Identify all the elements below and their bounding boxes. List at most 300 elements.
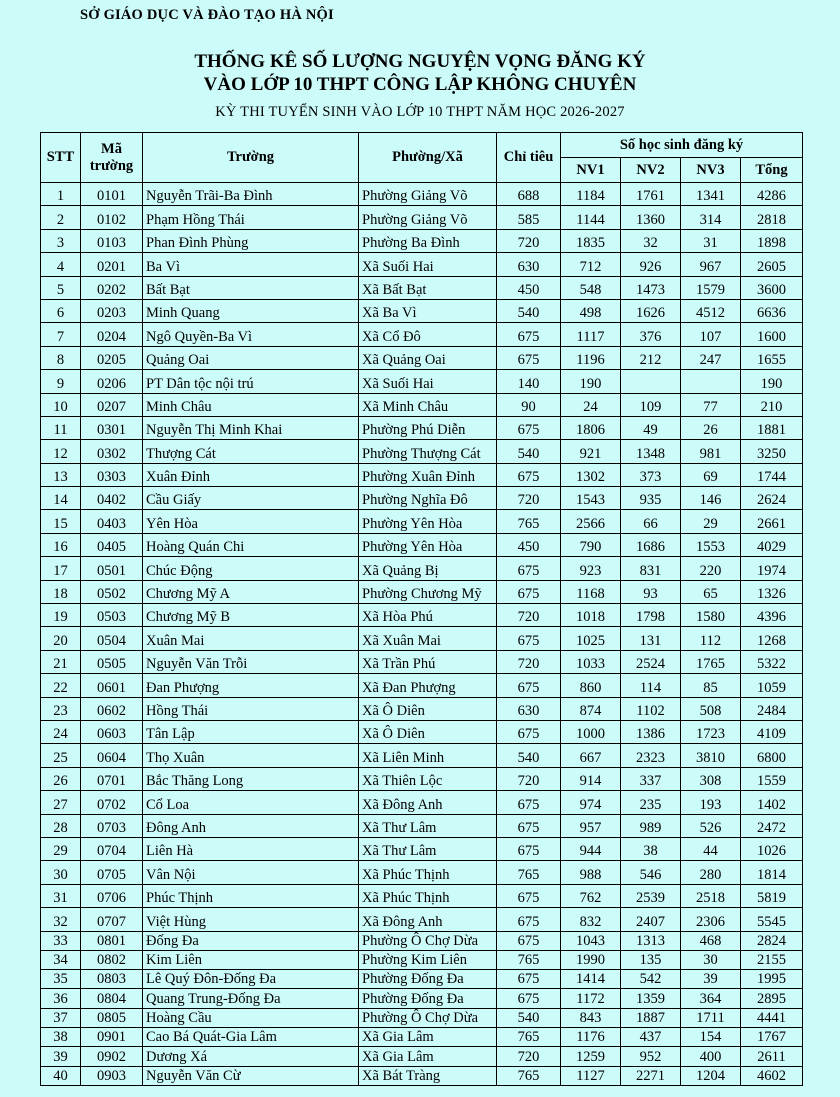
- cell-phuong-xa: Phường Giảng Võ: [359, 183, 497, 206]
- cell-nv2: 1887: [621, 1008, 681, 1027]
- cell-chi-tieu: 675: [497, 884, 561, 907]
- cell-nv2: 935: [621, 487, 681, 510]
- cell-nv2: 1348: [621, 440, 681, 463]
- cell-tong: 1026: [741, 837, 803, 860]
- cell-tong: 190: [741, 370, 803, 393]
- table-row: [41, 206, 803, 229]
- cell-truong: Kim Liên: [143, 950, 359, 969]
- cell-chi-tieu: 540: [497, 299, 561, 322]
- table-row: [41, 510, 803, 533]
- cell-ma-truong: 0604: [81, 744, 143, 767]
- cell-nv2: 114: [621, 674, 681, 697]
- cell-nv1: 1835: [561, 229, 621, 252]
- cell-ma-truong: 0603: [81, 720, 143, 743]
- cell-nv1: 790: [561, 533, 621, 556]
- department-name: SỞ GIÁO DỤC VÀ ĐÀO TẠO HÀ NỘI: [80, 7, 334, 23]
- cell-phuong-xa: Phường Giảng Võ: [359, 206, 497, 229]
- cell-truong: Chương Mỹ B: [143, 604, 359, 627]
- table-row: [41, 253, 803, 276]
- cell-chi-tieu: 675: [497, 970, 561, 989]
- cell-nv2: 2323: [621, 744, 681, 767]
- cell-nv2: 1313: [621, 931, 681, 950]
- cell-nv3: 247: [681, 346, 741, 369]
- cell-phuong-xa: Phường Đống Đa: [359, 989, 497, 1008]
- cell-nv1: 914: [561, 767, 621, 790]
- cell-nv2: 38: [621, 837, 681, 860]
- cell-truong: Nguyễn Văn Cừ: [143, 1066, 359, 1085]
- cell-nv2: 542: [621, 970, 681, 989]
- cell-nv1: 1018: [561, 604, 621, 627]
- cell-stt: 10: [41, 393, 81, 416]
- cell-truong: Cổ Loa: [143, 791, 359, 814]
- cell-chi-tieu: 675: [497, 791, 561, 814]
- table-row: [41, 487, 803, 510]
- cell-phuong-xa: Xã Quảng Bị: [359, 557, 497, 580]
- cell-tong: 2624: [741, 487, 803, 510]
- cell-tong: 2155: [741, 950, 803, 969]
- cell-ma-truong: 0204: [81, 323, 143, 346]
- header-so-hoc-sinh: Số học sinh đăng ký: [561, 133, 803, 158]
- cell-phuong-xa: Xã Đan Phượng: [359, 674, 497, 697]
- cell-stt: 24: [41, 720, 81, 743]
- cell-tong: 4602: [741, 1066, 803, 1085]
- cell-phuong-xa: Phường Nghĩa Đô: [359, 487, 497, 510]
- cell-tong: 1744: [741, 463, 803, 486]
- cell-chi-tieu: 675: [497, 557, 561, 580]
- cell-phuong-xa: Xã Xuân Mai: [359, 627, 497, 650]
- cell-nv3: 1341: [681, 183, 741, 206]
- cell-nv2: 952: [621, 1047, 681, 1066]
- table-row: [41, 697, 803, 720]
- cell-nv3: 65: [681, 580, 741, 603]
- cell-ma-truong: 0703: [81, 814, 143, 837]
- cell-chi-tieu: 675: [497, 627, 561, 650]
- cell-tong: 2824: [741, 931, 803, 950]
- header-tong: Tổng: [741, 158, 803, 183]
- table-row: [41, 1027, 803, 1046]
- cell-nv2: 235: [621, 791, 681, 814]
- cell-chi-tieu: 675: [497, 323, 561, 346]
- table-row: [41, 650, 803, 673]
- cell-truong: Đan Phượng: [143, 674, 359, 697]
- cell-stt: 1: [41, 183, 81, 206]
- table-row: [41, 440, 803, 463]
- cell-tong: 1559: [741, 767, 803, 790]
- registration-table: [40, 132, 803, 1086]
- cell-phuong-xa: Xã Bất Bạt: [359, 276, 497, 299]
- cell-ma-truong: 0302: [81, 440, 143, 463]
- cell-nv2: 831: [621, 557, 681, 580]
- cell-ma-truong: 0701: [81, 767, 143, 790]
- cell-nv3: 1765: [681, 650, 741, 673]
- cell-chi-tieu: 720: [497, 650, 561, 673]
- cell-nv2: 2539: [621, 884, 681, 907]
- cell-tong: 2661: [741, 510, 803, 533]
- cell-tong: 2818: [741, 206, 803, 229]
- cell-truong: Phạm Hồng Thái: [143, 206, 359, 229]
- cell-nv1: 1144: [561, 206, 621, 229]
- cell-truong: Quang Trung-Đống Đa: [143, 989, 359, 1008]
- cell-nv3: 967: [681, 253, 741, 276]
- cell-nv1: 24: [561, 393, 621, 416]
- cell-nv3: 2518: [681, 884, 741, 907]
- cell-ma-truong: 0405: [81, 533, 143, 556]
- cell-stt: 12: [41, 440, 81, 463]
- cell-chi-tieu: 720: [497, 229, 561, 252]
- cell-truong: Cao Bá Quát-Gia Lâm: [143, 1027, 359, 1046]
- table-row: [41, 931, 803, 950]
- cell-truong: Hoàng Cầu: [143, 1008, 359, 1027]
- table-row: [41, 393, 803, 416]
- table-row: [41, 370, 803, 393]
- cell-truong: Bất Bạt: [143, 276, 359, 299]
- cell-nv3: [681, 370, 741, 393]
- cell-stt: 4: [41, 253, 81, 276]
- cell-nv3: 3810: [681, 744, 741, 767]
- cell-nv3: 29: [681, 510, 741, 533]
- cell-phuong-xa: Xã Trần Phú: [359, 650, 497, 673]
- cell-ma-truong: 0505: [81, 650, 143, 673]
- cell-nv3: 364: [681, 989, 741, 1008]
- cell-nv2: 376: [621, 323, 681, 346]
- cell-truong: Thọ Xuân: [143, 744, 359, 767]
- cell-tong: 1881: [741, 416, 803, 439]
- cell-truong: Đông Anh: [143, 814, 359, 837]
- cell-nv1: 667: [561, 744, 621, 767]
- cell-ma-truong: 0804: [81, 989, 143, 1008]
- cell-stt: 39: [41, 1047, 81, 1066]
- cell-nv1: 1176: [561, 1027, 621, 1046]
- cell-stt: 6: [41, 299, 81, 322]
- cell-chi-tieu: 765: [497, 1027, 561, 1046]
- table-row: [41, 183, 803, 206]
- cell-truong: Nguyễn Thị Minh Khai: [143, 416, 359, 439]
- cell-truong: Bắc Thăng Long: [143, 767, 359, 790]
- cell-truong: Minh Châu: [143, 393, 359, 416]
- cell-tong: 4286: [741, 183, 803, 206]
- cell-stt: 18: [41, 580, 81, 603]
- cell-tong: 2605: [741, 253, 803, 276]
- cell-nv3: 468: [681, 931, 741, 950]
- cell-ma-truong: 0802: [81, 950, 143, 969]
- cell-nv1: 498: [561, 299, 621, 322]
- cell-stt: 37: [41, 1008, 81, 1027]
- cell-phuong-xa: Phường Chương Mỹ: [359, 580, 497, 603]
- cell-truong: Thượng Cát: [143, 440, 359, 463]
- cell-ma-truong: 0101: [81, 183, 143, 206]
- cell-nv1: 974: [561, 791, 621, 814]
- cell-nv2: 2524: [621, 650, 681, 673]
- cell-tong: 5322: [741, 650, 803, 673]
- cell-nv2: 109: [621, 393, 681, 416]
- cell-ma-truong: 0805: [81, 1008, 143, 1027]
- cell-ma-truong: 0903: [81, 1066, 143, 1085]
- cell-truong: Nguyễn Trãi-Ba Đình: [143, 183, 359, 206]
- cell-nv2: 2271: [621, 1066, 681, 1085]
- cell-tong: 6800: [741, 744, 803, 767]
- cell-nv3: 1711: [681, 1008, 741, 1027]
- cell-chi-tieu: 585: [497, 206, 561, 229]
- cell-tong: 4029: [741, 533, 803, 556]
- cell-nv1: 1196: [561, 346, 621, 369]
- cell-nv3: 2306: [681, 908, 741, 931]
- cell-stt: 5: [41, 276, 81, 299]
- cell-phuong-xa: Phường Yên Hòa: [359, 533, 497, 556]
- cell-truong: Hồng Thái: [143, 697, 359, 720]
- cell-nv3: 146: [681, 487, 741, 510]
- cell-nv2: 337: [621, 767, 681, 790]
- cell-truong: Xuân Đỉnh: [143, 463, 359, 486]
- cell-truong: Xuân Mai: [143, 627, 359, 650]
- cell-stt: 38: [41, 1027, 81, 1046]
- cell-chi-tieu: 675: [497, 674, 561, 697]
- cell-nv1: 1033: [561, 650, 621, 673]
- cell-tong: 2484: [741, 697, 803, 720]
- cell-stt: 16: [41, 533, 81, 556]
- cell-tong: 4109: [741, 720, 803, 743]
- cell-nv2: 66: [621, 510, 681, 533]
- cell-nv1: 860: [561, 674, 621, 697]
- cell-nv1: 1127: [561, 1066, 621, 1085]
- cell-nv3: 26: [681, 416, 741, 439]
- header-chi-tieu: Chỉ tiêu: [497, 133, 561, 183]
- cell-ma-truong: 0206: [81, 370, 143, 393]
- cell-nv3: 526: [681, 814, 741, 837]
- table-row: [41, 989, 803, 1008]
- cell-ma-truong: 0301: [81, 416, 143, 439]
- cell-stt: 31: [41, 884, 81, 907]
- cell-nv1: 1000: [561, 720, 621, 743]
- cell-tong: 3250: [741, 440, 803, 463]
- cell-nv1: 1414: [561, 970, 621, 989]
- cell-nv2: 1761: [621, 183, 681, 206]
- cell-nv3: 981: [681, 440, 741, 463]
- table-row: [41, 908, 803, 931]
- cell-chi-tieu: 720: [497, 487, 561, 510]
- table-row: [41, 884, 803, 907]
- cell-truong: Việt Hùng: [143, 908, 359, 931]
- table-row: [41, 744, 803, 767]
- cell-stt: 29: [41, 837, 81, 860]
- cell-nv2: 131: [621, 627, 681, 650]
- cell-ma-truong: 0303: [81, 463, 143, 486]
- cell-nv1: 1172: [561, 989, 621, 1008]
- cell-ma-truong: 0504: [81, 627, 143, 650]
- cell-ma-truong: 0803: [81, 970, 143, 989]
- cell-truong: Minh Quang: [143, 299, 359, 322]
- cell-phuong-xa: Xã Bát Tràng: [359, 1066, 497, 1085]
- cell-nv1: 1806: [561, 416, 621, 439]
- cell-nv2: 1360: [621, 206, 681, 229]
- cell-phuong-xa: Xã Suối Hai: [359, 370, 497, 393]
- cell-stt: 2: [41, 206, 81, 229]
- cell-stt: 34: [41, 950, 81, 969]
- cell-stt: 25: [41, 744, 81, 767]
- cell-ma-truong: 0103: [81, 229, 143, 252]
- cell-nv3: 154: [681, 1027, 741, 1046]
- cell-stt: 32: [41, 908, 81, 931]
- cell-stt: 14: [41, 487, 81, 510]
- cell-chi-tieu: 675: [497, 814, 561, 837]
- cell-nv2: 989: [621, 814, 681, 837]
- cell-nv3: 39: [681, 970, 741, 989]
- cell-chi-tieu: 675: [497, 463, 561, 486]
- cell-chi-tieu: 675: [497, 908, 561, 931]
- cell-phuong-xa: Xã Hòa Phú: [359, 604, 497, 627]
- cell-tong: 5819: [741, 884, 803, 907]
- table-row: [41, 1066, 803, 1085]
- cell-stt: 17: [41, 557, 81, 580]
- cell-chi-tieu: 765: [497, 1066, 561, 1085]
- cell-tong: 1898: [741, 229, 803, 252]
- cell-nv3: 44: [681, 837, 741, 860]
- cell-nv1: 762: [561, 884, 621, 907]
- cell-stt: 11: [41, 416, 81, 439]
- cell-ma-truong: 0503: [81, 604, 143, 627]
- cell-tong: 1402: [741, 791, 803, 814]
- table-row: [41, 299, 803, 322]
- cell-ma-truong: 0102: [81, 206, 143, 229]
- cell-nv1: 1025: [561, 627, 621, 650]
- header-nv1: NV1: [561, 158, 621, 183]
- cell-ma-truong: 0602: [81, 697, 143, 720]
- cell-stt: 30: [41, 861, 81, 884]
- table-row: [41, 346, 803, 369]
- cell-phuong-xa: Phường Yên Hòa: [359, 510, 497, 533]
- cell-nv3: 77: [681, 393, 741, 416]
- cell-nv1: 843: [561, 1008, 621, 1027]
- cell-stt: 8: [41, 346, 81, 369]
- cell-nv1: 874: [561, 697, 621, 720]
- cell-nv2: 1686: [621, 533, 681, 556]
- cell-nv3: 1204: [681, 1066, 741, 1085]
- page-title-line2: VÀO LỚP 10 THPT CÔNG LẬP KHÔNG CHUYÊN: [203, 74, 637, 95]
- cell-ma-truong: 0205: [81, 346, 143, 369]
- cell-nv3: 1723: [681, 720, 741, 743]
- cell-chi-tieu: 140: [497, 370, 561, 393]
- cell-nv1: 548: [561, 276, 621, 299]
- cell-tong: 1767: [741, 1027, 803, 1046]
- cell-truong: Chương Mỹ A: [143, 580, 359, 603]
- cell-truong: PT Dân tộc nội trú: [143, 370, 359, 393]
- cell-ma-truong: 0707: [81, 908, 143, 931]
- cell-truong: Chúc Động: [143, 557, 359, 580]
- cell-tong: 4396: [741, 604, 803, 627]
- cell-nv3: 30: [681, 950, 741, 969]
- table-row: [41, 533, 803, 556]
- cell-nv3: 193: [681, 791, 741, 814]
- cell-phuong-xa: Xã Quảng Oai: [359, 346, 497, 369]
- cell-nv2: 1102: [621, 697, 681, 720]
- cell-chi-tieu: 630: [497, 697, 561, 720]
- cell-phuong-xa: Xã Suối Hai: [359, 253, 497, 276]
- cell-nv3: 220: [681, 557, 741, 580]
- cell-nv2: 49: [621, 416, 681, 439]
- cell-phuong-xa: Xã Ô Diên: [359, 720, 497, 743]
- cell-chi-tieu: 765: [497, 861, 561, 884]
- cell-ma-truong: 0801: [81, 931, 143, 950]
- cell-nv1: 1168: [561, 580, 621, 603]
- table-row: [41, 463, 803, 486]
- cell-phuong-xa: Xã Phúc Thịnh: [359, 884, 497, 907]
- cell-nv2: 926: [621, 253, 681, 276]
- cell-phuong-xa: Phường Kim Liên: [359, 950, 497, 969]
- cell-phuong-xa: Xã Cổ Đô: [359, 323, 497, 346]
- cell-truong: Phan Đình Phùng: [143, 229, 359, 252]
- cell-nv3: 1580: [681, 604, 741, 627]
- cell-stt: 22: [41, 674, 81, 697]
- cell-truong: Quảng Oai: [143, 346, 359, 369]
- cell-chi-tieu: 675: [497, 346, 561, 369]
- cell-nv1: 1184: [561, 183, 621, 206]
- page-subtitle: KỲ THI TUYỂN SINH VÀO LỚP 10 THPT NĂM HỌC 2026-2027: [215, 104, 625, 120]
- header-ma-truong: Mã trường: [81, 133, 143, 183]
- header-stt: STT: [41, 133, 81, 183]
- cell-phuong-xa: Xã Liên Minh: [359, 744, 497, 767]
- table-row: [41, 950, 803, 969]
- cell-nv2: 93: [621, 580, 681, 603]
- cell-tong: 210: [741, 393, 803, 416]
- table-row: [41, 323, 803, 346]
- cell-stt: 9: [41, 370, 81, 393]
- cell-stt: 33: [41, 931, 81, 950]
- table-row: [41, 861, 803, 884]
- cell-nv1: 1302: [561, 463, 621, 486]
- cell-ma-truong: 0207: [81, 393, 143, 416]
- cell-nv3: 4512: [681, 299, 741, 322]
- table-row: [41, 1008, 803, 1027]
- cell-nv1: 1117: [561, 323, 621, 346]
- cell-stt: 3: [41, 229, 81, 252]
- cell-tong: 1995: [741, 970, 803, 989]
- header-nv3: NV3: [681, 158, 741, 183]
- cell-ma-truong: 0601: [81, 674, 143, 697]
- cell-truong: Dương Xá: [143, 1047, 359, 1066]
- table-row: [41, 720, 803, 743]
- table-row: [41, 416, 803, 439]
- cell-tong: 1059: [741, 674, 803, 697]
- cell-truong: Đống Đa: [143, 931, 359, 950]
- cell-truong: Cầu Giấy: [143, 487, 359, 510]
- cell-stt: 20: [41, 627, 81, 650]
- cell-nv2: 546: [621, 861, 681, 884]
- cell-stt: 7: [41, 323, 81, 346]
- cell-tong: 1268: [741, 627, 803, 650]
- table-row: [41, 674, 803, 697]
- cell-tong: 5545: [741, 908, 803, 931]
- cell-nv1: 944: [561, 837, 621, 860]
- cell-stt: 27: [41, 791, 81, 814]
- cell-stt: 23: [41, 697, 81, 720]
- cell-nv2: 437: [621, 1027, 681, 1046]
- header-nv2: NV2: [621, 158, 681, 183]
- cell-nv1: 1990: [561, 950, 621, 969]
- cell-truong: Hoàng Quán Chi: [143, 533, 359, 556]
- cell-stt: 40: [41, 1066, 81, 1085]
- cell-phuong-xa: Xã Ba Vì: [359, 299, 497, 322]
- cell-nv2: 1626: [621, 299, 681, 322]
- cell-chi-tieu: 540: [497, 1008, 561, 1027]
- cell-nv2: 373: [621, 463, 681, 486]
- cell-truong: Yên Hòa: [143, 510, 359, 533]
- table-row: [41, 604, 803, 627]
- table-row: [41, 627, 803, 650]
- cell-phuong-xa: Phường Ba Đình: [359, 229, 497, 252]
- cell-tong: 4441: [741, 1008, 803, 1027]
- cell-tong: 2472: [741, 814, 803, 837]
- cell-chi-tieu: 540: [497, 744, 561, 767]
- cell-nv3: 31: [681, 229, 741, 252]
